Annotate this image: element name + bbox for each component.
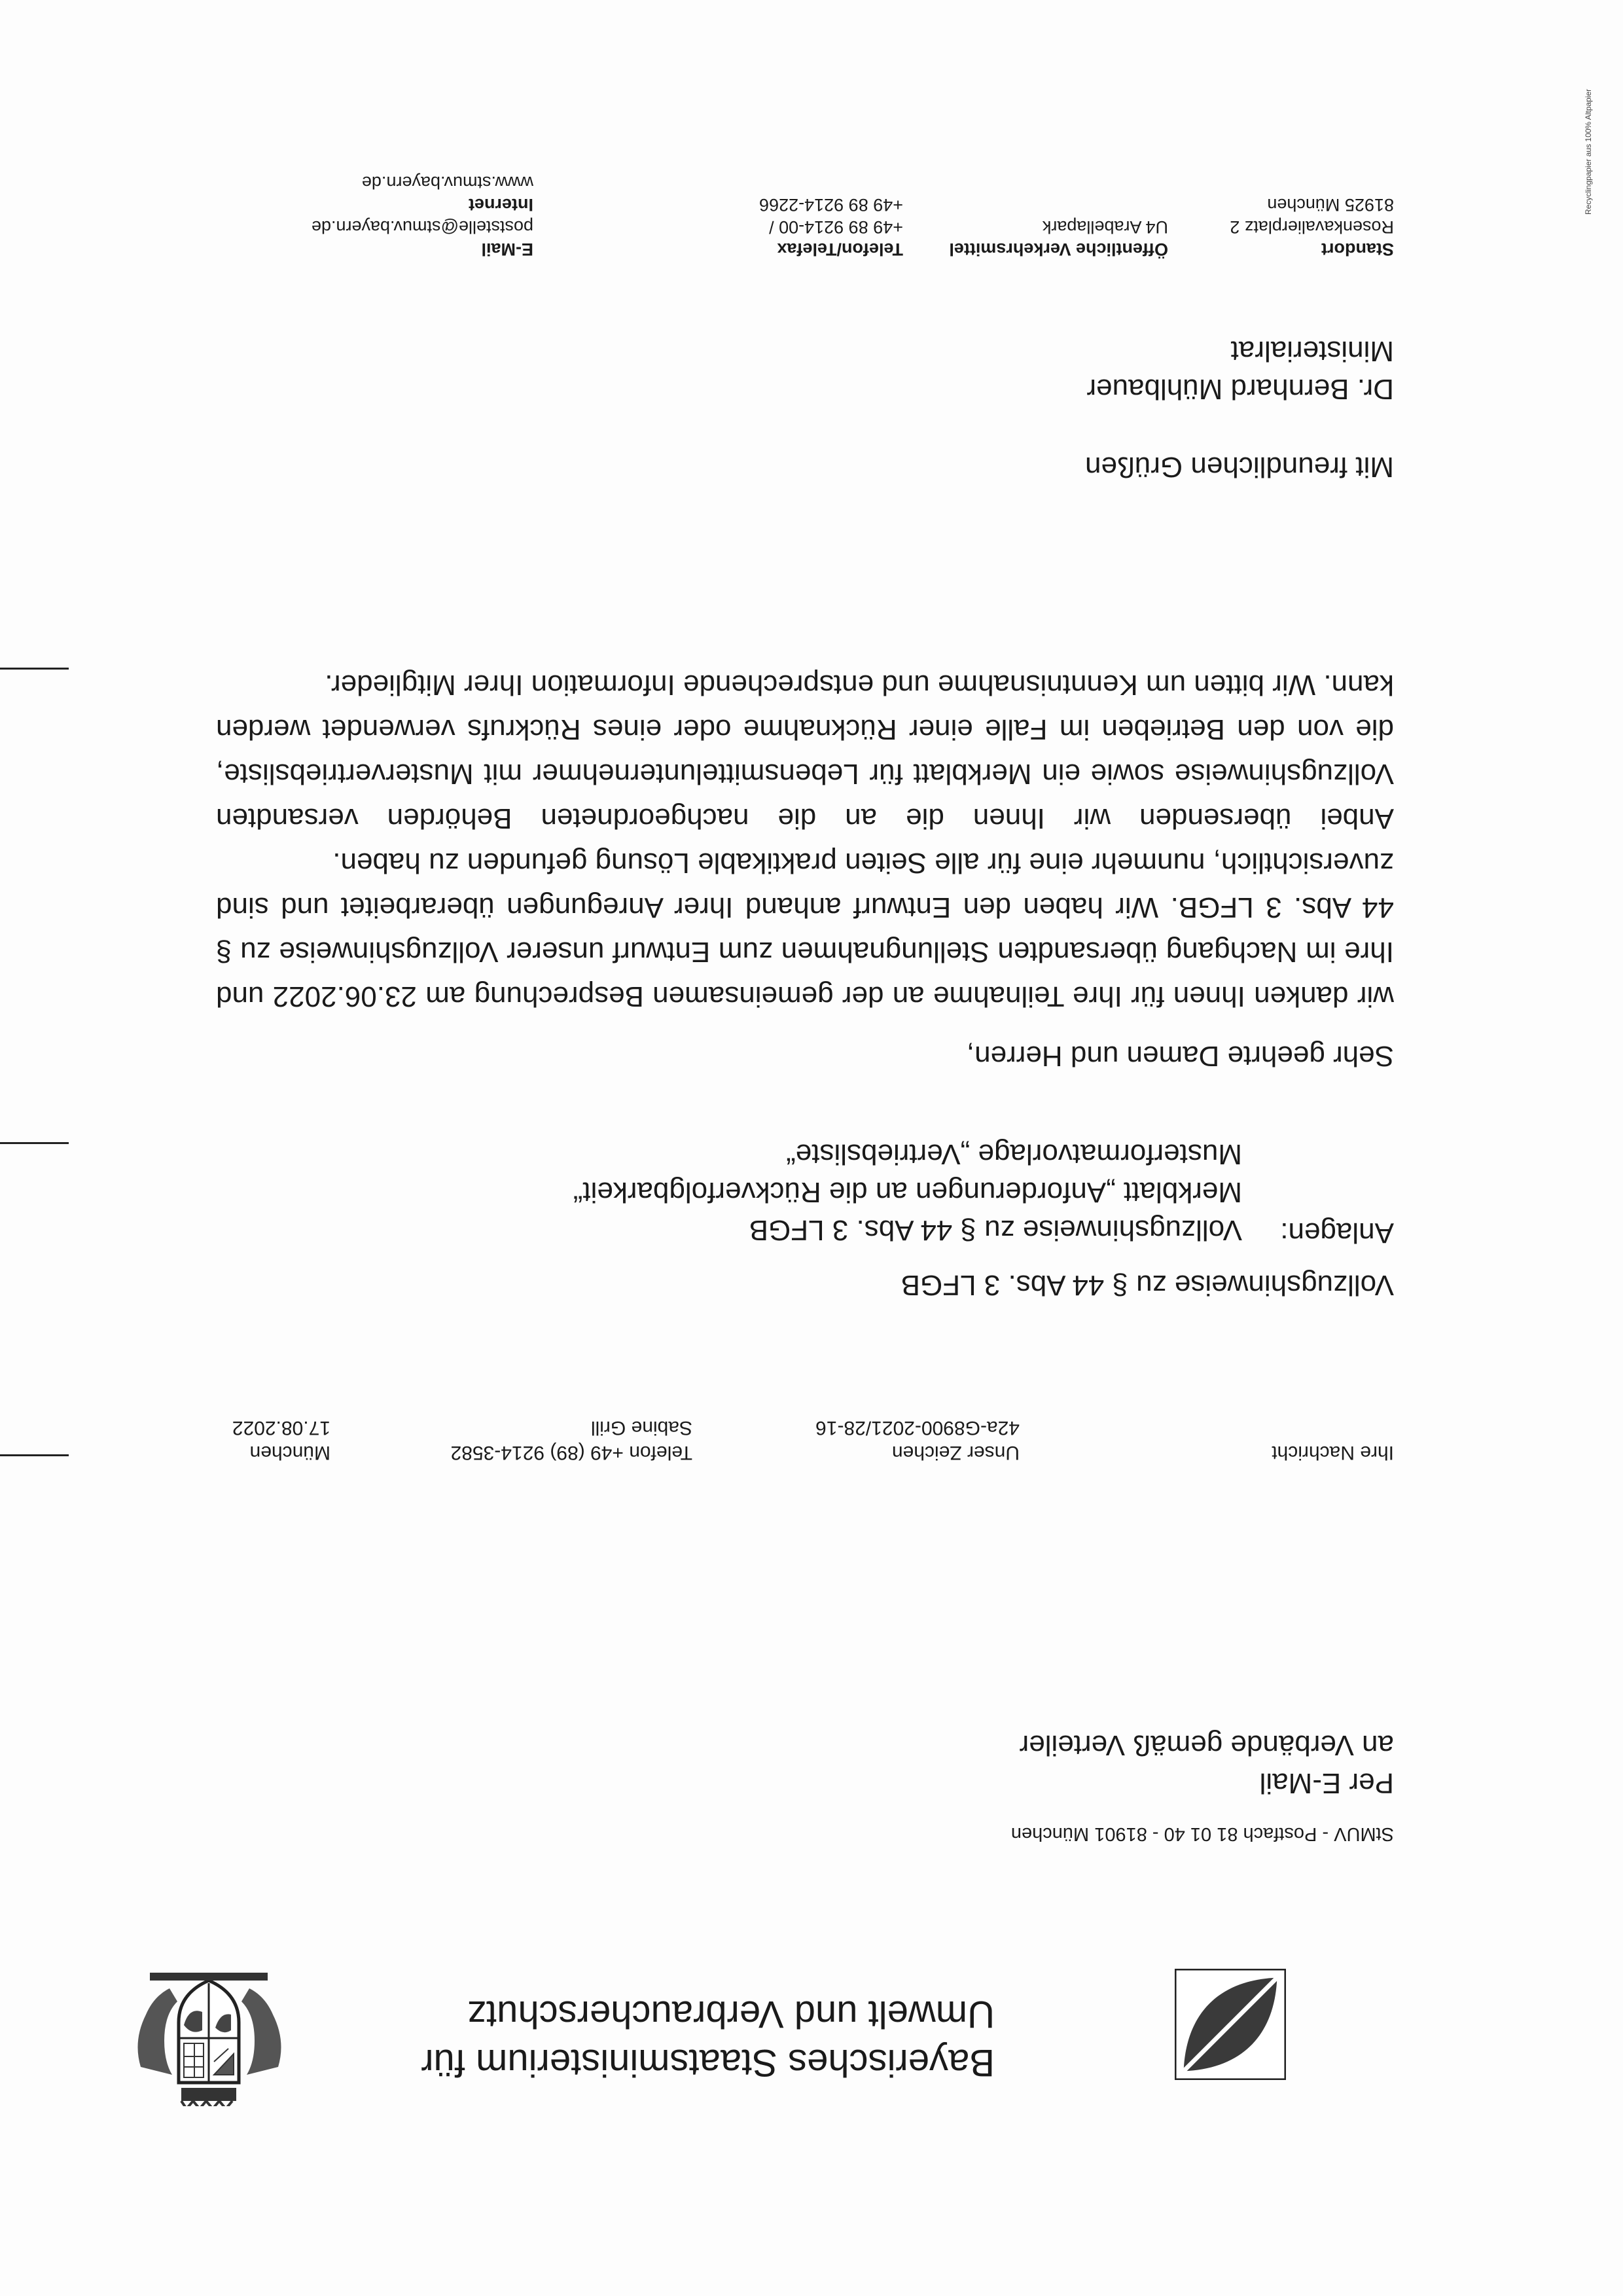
recipient-block bbox=[1020, 1726, 1394, 1802]
unser-zeichen-value: 42a-G8900-2021/28-16 bbox=[815, 1417, 1020, 1439]
body-paragraph-1: wir danken Ihnen für Ihre Teilnahme an der gemeinsamen Besprechung am 23.06.2022 und Ihre im Nachgang übersandten Stellungnahmen zum Entwurf unserer Vollzugshinweise zu § 44 Abs. 3 LFGB. Wir haben den Entwurf anhand Ihrer Anregungen überarbeitet und sind zuversichtlich, nunmehr eine für alle Seiten praktikable Lösung gefunden zu haben. bbox=[216, 847, 1394, 1013]
unser-zeichen-label: Unser Zeichen bbox=[891, 1442, 1020, 1463]
anlagen-item: Vollzugshinweise zu § 44 Abs. 3 LFGB bbox=[749, 1214, 1242, 1246]
anlagen-item: Musterformatvorlage „Vertriebsliste“ bbox=[786, 1138, 1242, 1170]
anlagen-list bbox=[573, 1135, 1242, 1249]
sender-line: StMUV - Postfach 81 01 40 - 81901 München bbox=[1010, 1823, 1394, 1844]
recipient-line1: Per E-Mail bbox=[1259, 1767, 1394, 1799]
signer-name: Dr. Bernhard Mühlbauer bbox=[1086, 373, 1394, 405]
footer-telefon-line2: +49 89 9214-2266 bbox=[759, 195, 903, 215]
recycling-note: Recyclingpapier aus 100% Altpapier bbox=[1584, 88, 1593, 215]
ministry-name-line1: Bayerisches Staatsministerium für bbox=[421, 2041, 995, 2084]
footer-email-label: E-Mail bbox=[481, 240, 533, 259]
reference-block bbox=[164, 1406, 1394, 1465]
footer-telefon-label: Telefon/Telefax bbox=[777, 240, 903, 259]
signer-title: Ministerialrat bbox=[1230, 335, 1394, 367]
ort: München bbox=[249, 1442, 330, 1463]
fold-mark bbox=[0, 1454, 69, 1456]
fold-mark bbox=[0, 1142, 69, 1144]
body-paragraph-2: Anbei übersenden wir Ihnen die an die nachgeordneten Behörden versandten Vollzugshinweise sowie ein Merkblatt für Lebensmittelunternehmer mit Mustervertriebsliste, die von den Betrieben im Falle einer Rücknahme oder eines Rückrufs verwendet werden kann. Wir bitten um Kenntnisnahme und entsprechende Information Ihrer Mitglieder. bbox=[216, 669, 1394, 834]
salutation: Sehr geehrte Damen und Herren, bbox=[966, 1040, 1394, 1072]
recipient-line2: an Verbände gemäß Verteiler bbox=[1019, 1729, 1394, 1761]
datum: 17.08.2022 bbox=[232, 1417, 330, 1439]
footer-standort-line2: 81925 München bbox=[1267, 195, 1394, 215]
fold-mark bbox=[0, 668, 69, 670]
footer-telefon bbox=[759, 194, 903, 260]
footer-standort-line1: Rosenkavalierplatz 2 bbox=[1230, 217, 1394, 237]
ihre-nachricht-column bbox=[1272, 1440, 1394, 1465]
signer-block bbox=[1086, 332, 1394, 408]
ministry-name-line2: Umwelt und Verbraucherschutz bbox=[467, 1993, 995, 2036]
telefon-label: Telefon +49 (89) 9214-3582 bbox=[450, 1442, 692, 1463]
anlagen-item: Merkblatt „Anforderungen an die Rückverfolgbarkeit“ bbox=[573, 1176, 1242, 1208]
unser-zeichen-column bbox=[815, 1415, 1020, 1465]
footer-verkehr-line1: U4 Arabellapark bbox=[1042, 217, 1168, 237]
ihre-nachricht-label: Ihre Nachricht bbox=[1272, 1442, 1394, 1463]
footer-verkehr bbox=[949, 216, 1168, 260]
closing: Mit freundlichen Grüßen bbox=[1085, 451, 1394, 483]
telefon-name: Sabine Grill bbox=[590, 1417, 692, 1439]
ministry-name bbox=[421, 1990, 995, 2087]
footer-verkehr-label: Öffentliche Verkehrsmittel bbox=[949, 240, 1168, 259]
footer-internet-value: www.stmuv.bayern.de bbox=[361, 173, 533, 192]
subject-line: Vollzugshinweise zu § 44 Abs. 3 LFGB bbox=[901, 1269, 1394, 1301]
footer-internet-label: Internet bbox=[468, 195, 533, 215]
telefon-column bbox=[451, 1415, 692, 1465]
footer bbox=[137, 169, 1394, 260]
ministry-leaf-logo bbox=[1175, 1969, 1286, 2080]
footer-standort bbox=[1230, 194, 1394, 260]
footer-telefon-line1: +49 89 9214-00 / bbox=[769, 217, 903, 237]
footer-contact bbox=[312, 171, 533, 260]
coat-of-arms-icon bbox=[128, 1969, 291, 2106]
footer-email-value: poststelle@stmuv.bayern.de bbox=[311, 217, 533, 237]
ort-datum-column bbox=[232, 1415, 330, 1465]
footer-standort-label: Standort bbox=[1321, 240, 1394, 259]
letter-body bbox=[216, 662, 1394, 1018]
anlagen-label: Anlagen: bbox=[1280, 1217, 1394, 1249]
